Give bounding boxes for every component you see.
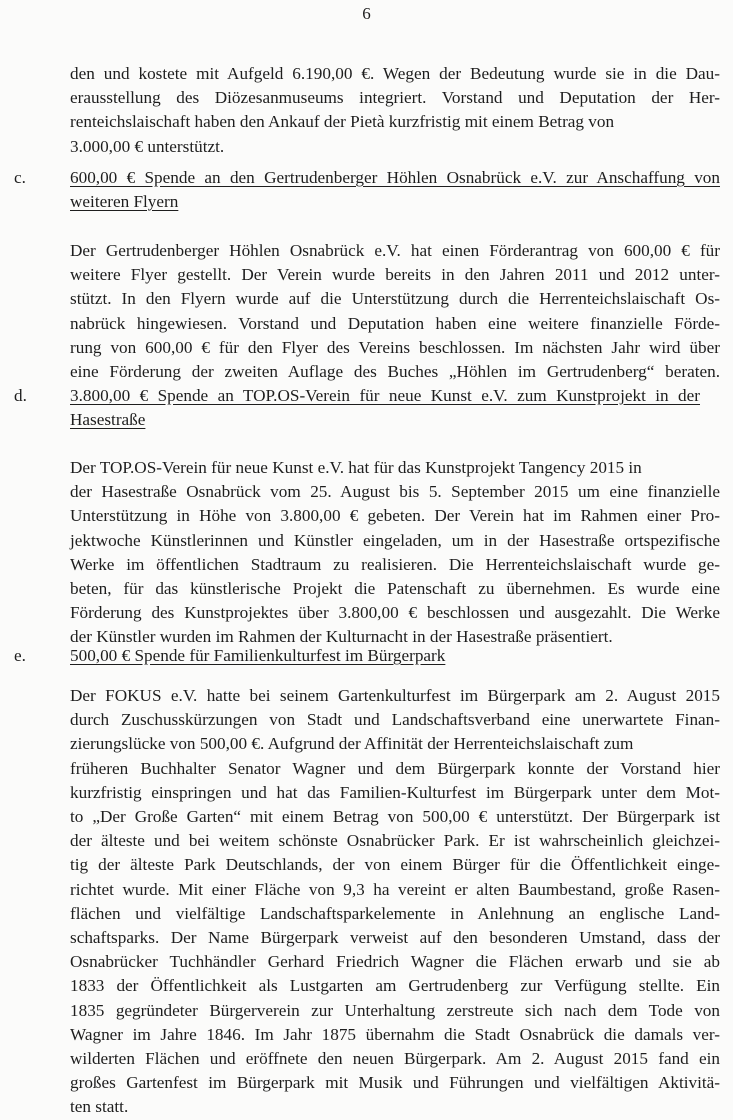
- heading-line: 3.800,00 € Spende an TOP.OS-Verein für neue Kunst e.V. zum Kunstprojekt in der: [70, 386, 700, 405]
- section-label-d: d.: [14, 386, 27, 405]
- heading-line: 500,00 € Spende für Familienkulturfest im Bürgerpark: [70, 646, 446, 665]
- text-line: Werke im öffentlichen Stadtraum zu realisieren. Die Herrenteichslaischaft wurde ge-: [70, 554, 720, 574]
- section-label-e: e.: [14, 646, 26, 665]
- text-line: Der TOP.OS-Verein für neue Kunst e.V. hat für das Kunstprojekt Tangency 2015 in: [70, 458, 642, 477]
- page-number: 6: [362, 4, 371, 23]
- text-line: der Hasestraße Osnabrück vom 25. August bis 5. September 2015 um eine finanzielle: [70, 482, 720, 502]
- section-label-c: c.: [14, 168, 26, 187]
- text-line: jektwoche Künstlerinnen und Künstler eingeladen, um in der Hasestraße ortspezifische: [70, 530, 720, 550]
- section-body-d: [70, 456, 720, 650]
- text-line: renteichslaischaft haben den Ankauf der Pietà kurzfristig mit einem Betrag von: [70, 112, 615, 132]
- text-line: 3.000,00 € unterstützt.: [70, 136, 225, 156]
- heading-line: 600,00 € Spende an den Gertrudenberger Höhlen Osnabrück e.V. zur Anschaffung von: [70, 168, 720, 187]
- text-line: schaftsparks. Der Name Bürgerpark verweist auf den besonderen Umstand, dass der: [70, 928, 720, 948]
- section-body-e: [70, 684, 720, 1120]
- text-line: der älteste und bei weitem schönste Osnabrücker Park. Er ist wahrscheinlich gleichzei-: [70, 831, 720, 851]
- text-line: eine Förderung der zweiten Auflage des Buches „Höhlen im Gertrudenberg“ beraten.: [70, 362, 720, 382]
- text-line: stützt. In den Flyern wurde auf die Unterstützung durch die Herrenteichslaischaft Os-: [70, 289, 720, 309]
- text-line: Osnabrücker Tuchhändler Gerhard Friedrich Wagner die Flächen erwarb und sie ab: [70, 952, 720, 972]
- text-line: to „Der Große Garten“ mit einem Betrag von 500,00 € unterstützt. Der Bürgerpark ist: [70, 807, 720, 827]
- text-line: beten, für das künstlerische Projekt die Patenschaft zu übernehmen. Es wurde eine: [70, 579, 720, 599]
- text-line: der Künstler wurden im Rahmen der Kulturnacht in der Hasestraße präsentiert.: [70, 627, 613, 647]
- text-line: erausstellung des Diözesanmuseums integriert. Vorstand und Deputation der Her-: [70, 88, 720, 108]
- text-line: nabrück hingewiesen. Vorstand und Deputation haben eine weitere finanzielle Förde-: [70, 313, 720, 333]
- section-heading-d: [70, 384, 700, 432]
- text-line: früheren Buchhalter Senator Wagner und dem Bürgerpark konnte der Vorstand hier: [70, 758, 720, 778]
- text-line: wilderten Flächen und eröffnete den neuen Bürgerpark. Am 2. August 2015 fand ein: [70, 1049, 720, 1069]
- text-line: großes Gartenfest im Bürgerpark mit Musik und Führungen und vielfältigen Aktivitä-: [70, 1073, 720, 1093]
- text-line: richtet wurde. Mit einer Fläche von 9,3 ha vereint er alten Baumbestand, große Rasen-: [70, 879, 720, 899]
- text-line: zierungslücke von 500,00 €. Aufgrund der Affinität der Herrenteichslaischaft zum: [70, 734, 634, 754]
- text-line: den und kostete mit Aufgeld 6.190,00 €. Wegen der Bedeutung wurde sie in die Dau-: [70, 64, 720, 83]
- text-line: Förderung des Kunstprojektes über 3.800,00 € beschlossen und ausgezahlt. Die Werke: [70, 603, 720, 623]
- heading-line: Hasestraße: [70, 410, 146, 430]
- heading-line: weiteren Flyern: [70, 192, 179, 212]
- text-line: Wagner im Jahre 1846. Im Jahr 1875 übernahm die Stadt Osnabrück die damals ver-: [70, 1024, 720, 1044]
- text-line: kurzfristig einspringen und hat das Familien-Kulturfest im Bürgerpark unter dem Mot-: [70, 782, 720, 802]
- text-line: ten statt.: [70, 1097, 129, 1117]
- intro-paragraph: [70, 62, 720, 159]
- text-line: Unterstützung in Höhe von 3.800,00 € gebeten. Der Verein hat im Rahmen einer Pro-: [70, 506, 720, 526]
- text-line: durch Zuschusskürzungen von Stadt und Landschaftsverband eine unerwartete Finan-: [70, 710, 720, 730]
- section-body-c: [70, 239, 720, 384]
- section-heading-e: [70, 644, 720, 668]
- text-line: Der FOKUS e.V. hatte bei seinem Gartenkulturfest im Bürgerpark am 2. August 2015: [70, 686, 720, 705]
- text-line: Der Gertrudenberger Höhlen Osnabrück e.V. hat einen Förderantrag von 600,00 € für: [70, 241, 720, 260]
- text-line: 1833 der Öffentlichkeit als Lustgarten am Gertrudenberg zur Verfügung stellte. Ein: [70, 976, 720, 996]
- text-line: rung von 600,00 € für den Flyer des Vereins beschlossen. Im nächsten Jahr wird über: [70, 337, 720, 357]
- text-line: 1835 gegründeter Bürgerverein zur Unterhaltung zerstreute sich nach dem Tode von: [70, 1000, 720, 1020]
- section-heading-c: [70, 166, 720, 214]
- text-line: weitere Flyer gestellt. Der Verein wurde bereits in den Jahren 2011 und 2012 unter-: [70, 265, 720, 285]
- text-line: flächen und vielfältige Landschaftsparkelemente in Anlehnung an englische Land-: [70, 903, 720, 923]
- text-line: tig der älteste Park Deutschlands, der von einem Bürger für die Öffentlichkeit einge-: [70, 855, 720, 875]
